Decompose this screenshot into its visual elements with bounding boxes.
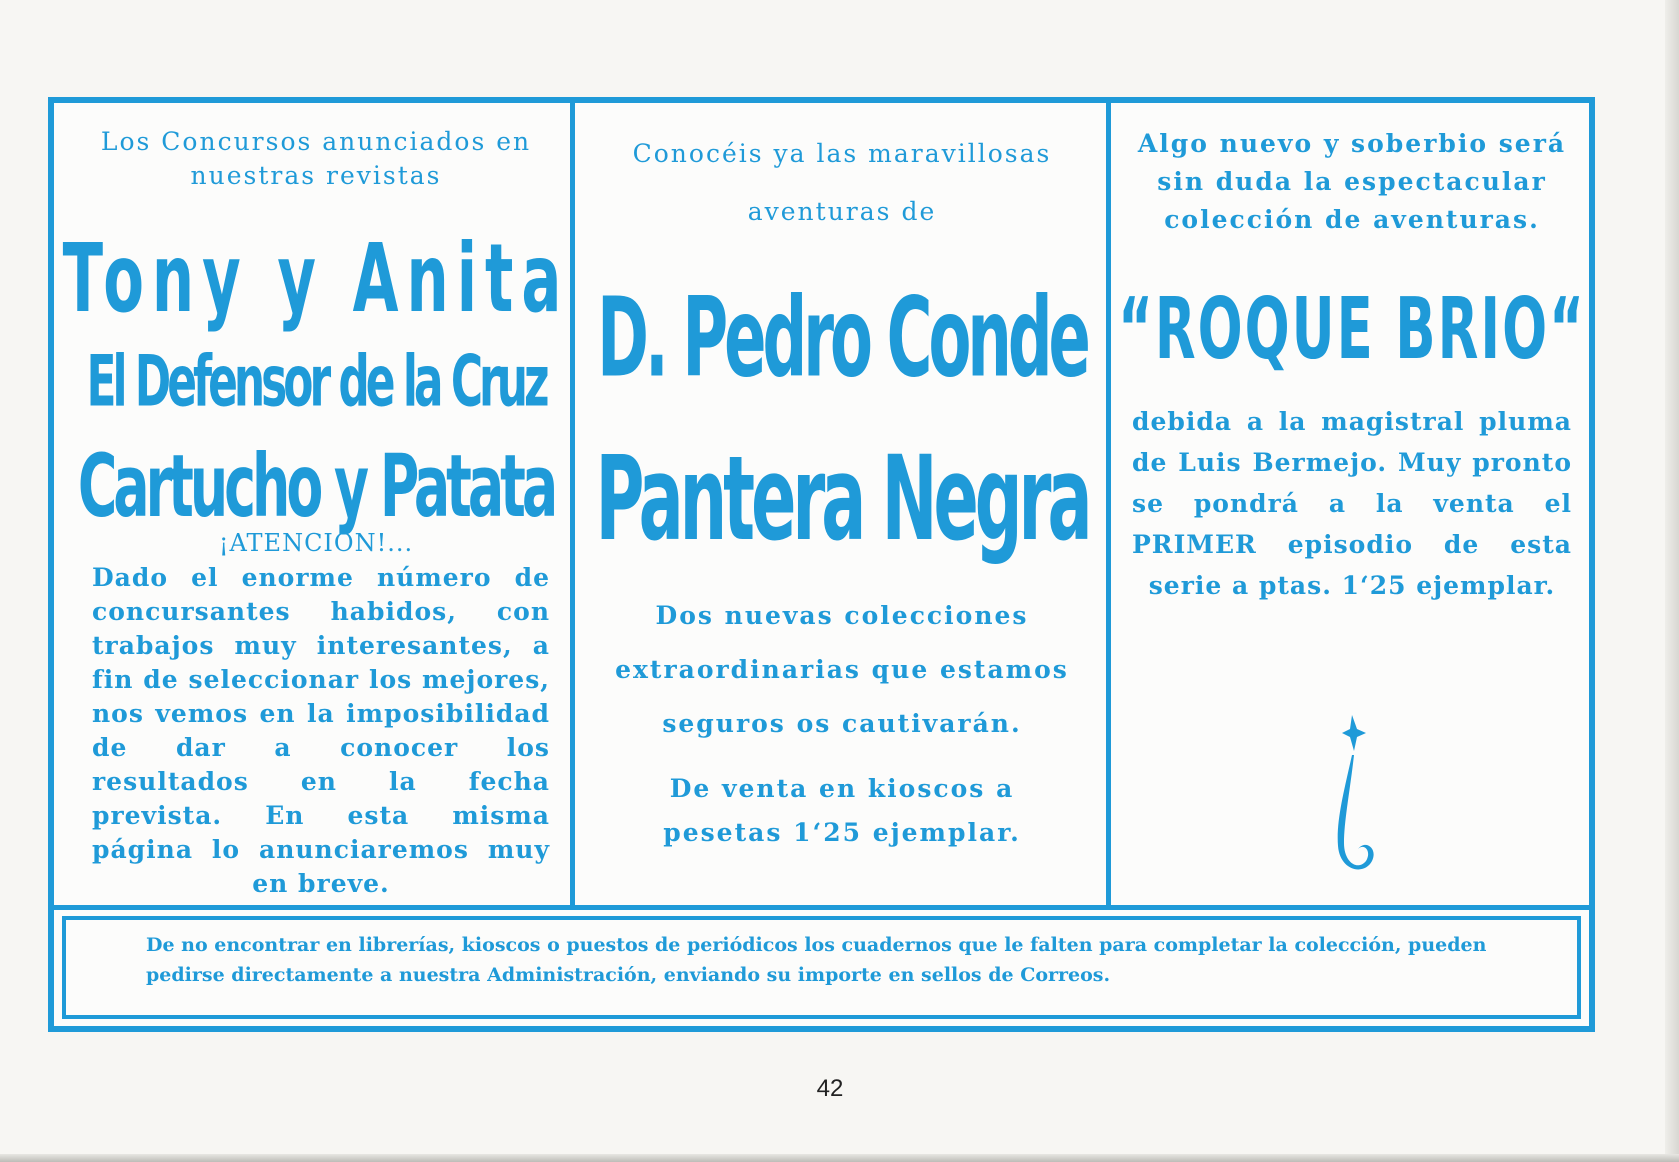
contest-notice: Dado el enorme número de concursantes habidos, con trabajos muy interesantes, a fin de seleccionar los mejores, nos vemos en la imposibilidad de dar a conocer los resultados en la fecha prevista. En esta misma página lo anunciaremos muy en breve. — [92, 563, 550, 898]
collections-description: Dos nuevas colecciones extraordinarias que estamos seguros os cautivarán. — [615, 601, 1069, 738]
column-divider — [570, 103, 575, 905]
title-cartucho-y-patata: Cartucho y Patata — [77, 435, 555, 537]
page-binding-shadow — [1665, 0, 1679, 1162]
title-d-pedro-conde: D. Pedro Conde — [597, 273, 1087, 402]
collections-intro: Conocéis ya las maravillosas aventuras de — [632, 139, 1052, 226]
ornament-icon — [1314, 711, 1384, 881]
title-tony-y-anita: Tony y Anita — [62, 223, 570, 334]
horizontal-rule — [54, 905, 1589, 910]
roque-brio-panel — [1114, 111, 1590, 901]
roque-brio-intro: Algo nuevo y soberbio será sin duda la espectacular colección de aventuras. — [1137, 129, 1567, 234]
title-roque-brio: “ROQUE BRIO“ — [1118, 281, 1586, 379]
attention-heading: ¡ATENCION!... — [218, 529, 414, 557]
ordering-notice — [62, 916, 1581, 1019]
contest-intro: Los Concursos anunciados en nuestras revistas — [100, 127, 532, 190]
title-el-defensor-de-la-cruz: El Defensor de la Cruz — [86, 341, 546, 423]
contest-panel — [62, 111, 570, 901]
page-number: 42 — [816, 1075, 844, 1102]
ordering-notice-text: De no encontrar en librerías, kioscos o puestos de periódicos los cuadernos que le falten para completar la colección, pueden pedirse directamente a nuestra Administración, enviando su importe en sellos de Correos. — [146, 934, 1487, 986]
column-divider — [1106, 103, 1111, 905]
advertisement-frame — [48, 97, 1595, 1032]
title-pantera-negra: Pantera Negra — [595, 430, 1089, 567]
roque-brio-description: debida a la magistral pluma de Luis Bermejo. Muy pronto se pondrá a la venta el PRIMER episodio de esta serie a ptas. 1‘25 ejemplar. — [1132, 407, 1572, 600]
page-bottom-edge — [0, 1154, 1679, 1162]
collections-price: De venta en kioscos a pesetas 1‘25 ejemplar. — [663, 774, 1021, 847]
collections-panel — [582, 111, 1102, 901]
